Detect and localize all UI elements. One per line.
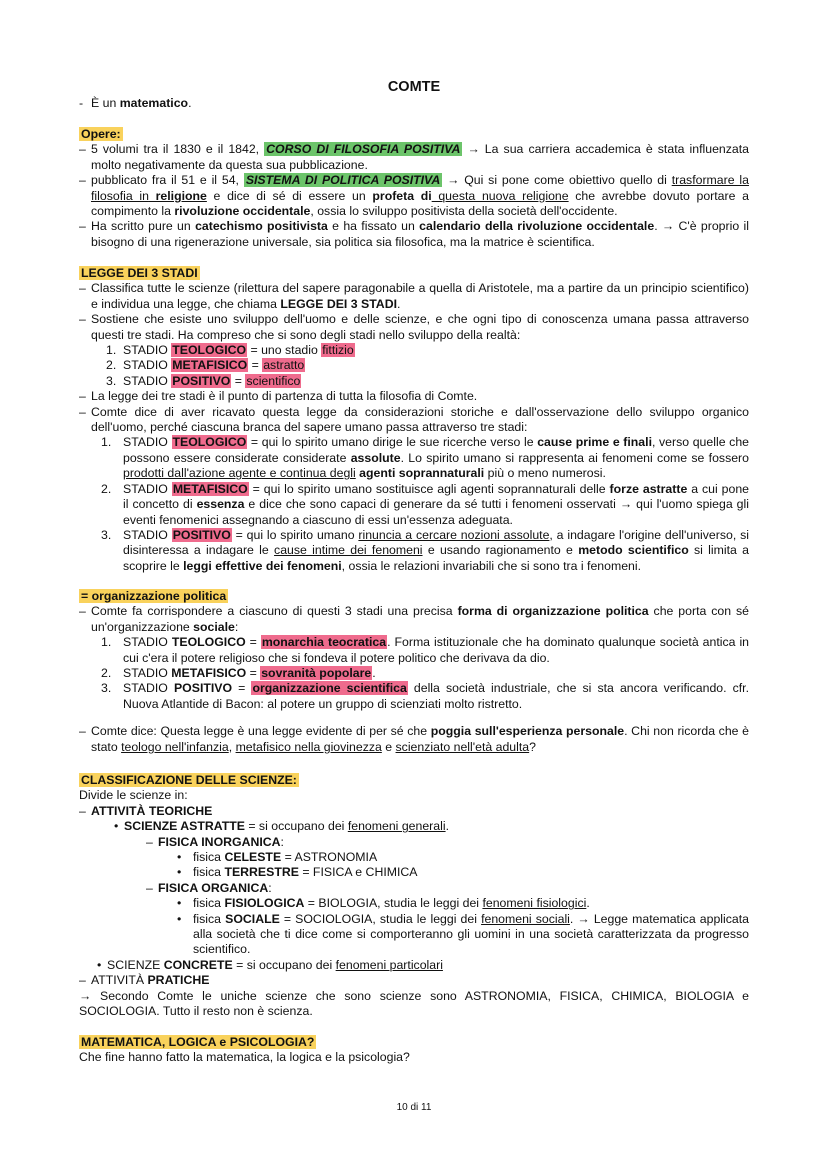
opere-section	[79, 127, 749, 250]
org-heading: = organizzazione politica	[81, 589, 227, 603]
legge-paragraph: ‒ Sostiene che esiste uno sviluppo dell'uomo e delle scienze, e che ogni tipo di conoscenza umana passa attraverso questi tre stadi. Ha compreso che si sono degli stadi nello sviluppo della realtà:	[79, 312, 749, 343]
org-section	[79, 589, 749, 755]
legge-paragraph: ‒ Comte dice di aver ricavato questa legge da considerazioni storiche e dall'osservazione dello sviluppo organico dell'uomo, perché ciascuna branca del sapere umano passa attraverso tre stadi:	[79, 405, 749, 436]
legge-paragraph: ‒ La legge dei tre stadi è il punto di partenza di tutta la filosofia di Comte.	[79, 389, 749, 404]
fisica-organica: ‒ FISICA ORGANICA:	[146, 880, 272, 895]
legge-heading: LEGGE DEI 3 STADI	[81, 266, 198, 280]
stadio-short: 1. STADIO TEOLOGICO = uno stadio fittizio	[106, 343, 354, 358]
stadio-long: 2. STADIO METAFISICO = qui lo spirito umano sostituisce agli agenti soprannaturali delle forze astratte a cui pone il concetto di essenza e dice che sono capaci di generare da sé tutti i fenomeni osservati → qui l'uomo spiega gli eventi fenomenici assegnando a ciascuno di essi un'essenza adeguata.	[101, 481, 750, 527]
page-title: COMTE	[387, 79, 441, 95]
opere-item: ‒ pubblicato fra il 51 e il 54, SISTEMA DI POLITICA POSITIVA → Qui si pone come obiettivo quello di trasformare la filosofia in religione e dice di sé di essere un profeta di questa nuova religione che avrebbe dovuto portare a compimento la rivoluzione occidentale, ossia lo sviluppo positivista della società dell'occidente.	[79, 173, 749, 219]
mat-text: Che fine hanno fatto la matematica, la logica e la psicologia?	[79, 1050, 410, 1065]
stadio-long: 1. STADIO TEOLOGICO = qui lo spirito umano dirige le sue ricerche verso le cause prime e finali, verso quelle che possono essere considerate considerate assolute. Lo spirito umano si rappresenta ai fenomeni come se fossero prodotti dall'azione agente e continua degli agenti soprannaturali più o meno numerosi.	[101, 435, 749, 481]
fisica-terrestre: • fisica TERRESTRE = FISICA e CHIMICA	[177, 865, 418, 880]
stadio-long: 3. STADIO POSITIVO = qui lo spirito umano rinuncia a cercare nozioni assolute, a indagare l'origine dell'universo, si disinteressa a indagare le cause intime dei fenomeni e usando ragionamento e metodo scientifico si limita a scoprire le leggi effettive dei fenomeni, ossia le relazioni invariabili che si sono tra i fenomeni.	[101, 527, 749, 573]
attivita-pratiche: ‒ ATTIVITÀ PRATICHE	[79, 973, 749, 988]
fisica-fisiologica: • fisica FISIOLOGICA = BIOLOGIA, studia le leggi dei fenomeni fisiologici.	[177, 896, 590, 911]
class-section	[79, 773, 749, 1020]
opere-heading: Opere:	[81, 127, 121, 141]
class-intro: Divide le scienze in:	[79, 788, 188, 803]
class-heading: CLASSIFICAZIONE DELLE SCIENZE:	[81, 773, 297, 787]
fisica-sociale: • fisica SOCIALE = SOCIOLOGIA, studia le leggi dei fenomeni sociali. → Legge matematica applicata alla società che ti dice come si comporteranno gli uomini in una società caratterizzata da progresso scientifico.	[177, 911, 749, 957]
mat-heading: MATEMATICA, LOGICA e PSICOLOGIA?	[81, 1035, 315, 1049]
scienze-concrete: • SCIENZE CONCRETE = si occupano dei fenomeni particolari	[97, 957, 443, 972]
stadio-short: 3. STADIO POSITIVO = scientifico	[106, 373, 301, 388]
fisica-celeste: • fisica CELESTE = ASTRONOMIA	[177, 850, 378, 865]
mat-section	[79, 1035, 749, 1066]
legge-paragraph: ‒ Classifica tutte le scienze (rilettura del sapere paragonabile a quella di Aristotele, ma a partire da un principio scientifico) e individua una legge, che chiama LEGGE DEI 3 STADI.	[79, 281, 749, 312]
opere-item: ‒ Ha scritto pure un catechismo positivista e ha fissato un calendario della rivoluzione occidentale. → C'è proprio il bisogno di una rigenerazione universale, sia politica sia filosofica, ma la matrice è scientifica.	[79, 219, 749, 250]
page-number: 10 di 11	[396, 1102, 432, 1113]
intro	[79, 96, 749, 111]
org-stadio: 3. STADIO POSITIVO = organizzazione scientifica della società industriale, che si sta ancora verificando. cfr. Nuova Atlantide di Bacon: al potere un gruppo di scienziati molto ristretto.	[101, 681, 750, 711]
scienze-astratte: • SCIENZE ASTRATTE = si occupano dei fenomeni generali.	[114, 819, 449, 834]
stadio-short: 2. STADIO METAFISICO = astratto	[106, 358, 305, 373]
attivita-teoriche: ‒ ATTIVITÀ TEORICHE	[79, 804, 749, 819]
fisica-inorganica: ‒ FISICA INORGANICA:	[146, 834, 284, 849]
intro-item: - È un matematico.	[79, 96, 749, 111]
opere-item: ‒ 5 volumi tra il 1830 e il 1842, CORSO DI FILOSOFIA POSITIVA → La sua carriera accademica è stata influenzata molto negativamente da questa sua pubblicazione.	[79, 142, 749, 173]
legge-section	[79, 266, 749, 574]
org-paragraph: ‒ Comte dice: Questa legge è una legge evidente di per sé che poggia sull'esperienza personale. Chi non ricorda che è stato teologo nell'infanzia, metafisico nella giovinezza e scienziato nell'età adulta?	[79, 724, 749, 755]
org-stadio: 2. STADIO METAFISICO = sovranità popolare.	[101, 666, 376, 681]
class-conclusion: → Secondo Comte le uniche scienze che sono scienze sono ASTRONOMIA, FISICA, CHIMICA, BIOLOGIA e SOCIOLOGIA. Tutto il resto non è scienza.	[79, 988, 749, 1019]
org-stadio: 1. STADIO TEOLOGICO = monarchia teocratica. Forma istituzionale che ha dominato qualunque società antica in cui c'era il potere religioso che si fondeva il potere politico che derivava da dio.	[101, 635, 750, 665]
org-paragraph: ‒ Comte fa corrispondere a ciascuno di questi 3 stadi una precisa forma di organizzazione politica che porta con sé un'organizzazione sociale:	[79, 604, 749, 635]
